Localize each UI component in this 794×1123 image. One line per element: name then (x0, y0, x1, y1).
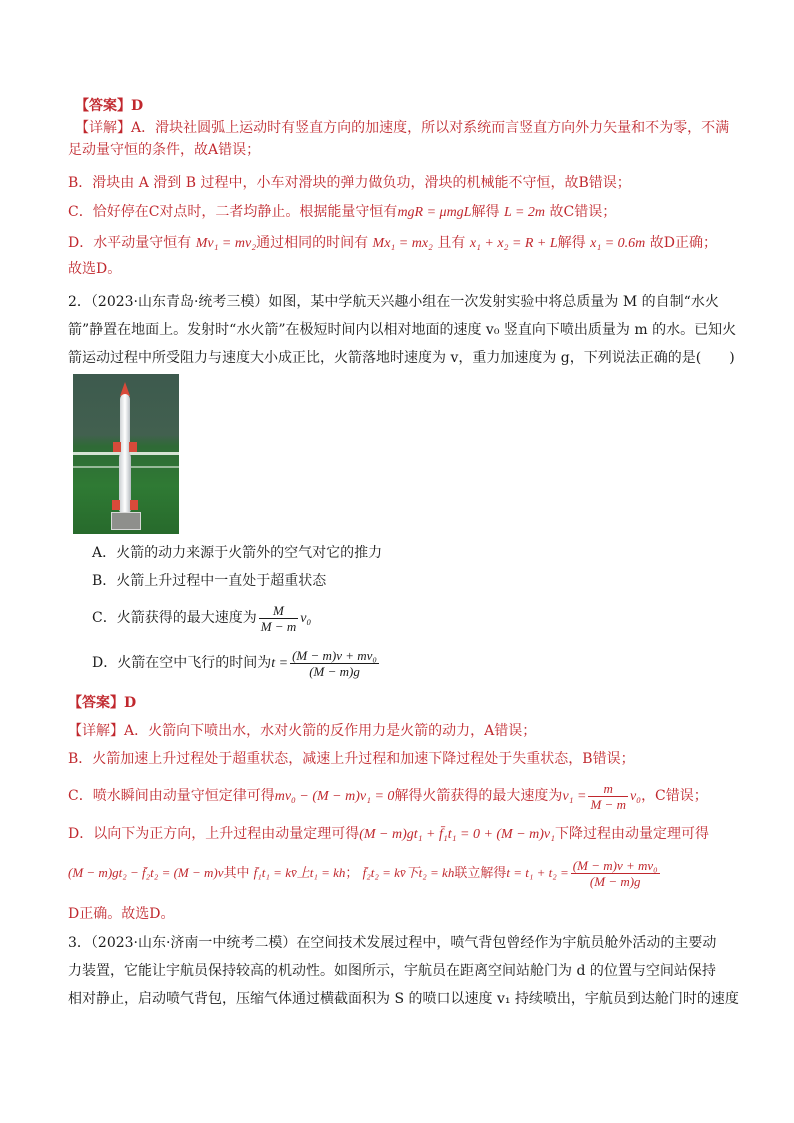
q1-detail-line-1: 【详解】A．滑块社圆弧上运动时有竖直方向的加速度，所以对系统而言竖直方向外力矢量和不为零，不满 (75, 120, 730, 136)
q2-detail-d: D．以向下为正方向，上升过程由动量定理可得(M − m)gt₁ + f̄₁t₁ = 0 + (M − m)v₁下降过程由动量定理可得 (68, 826, 710, 842)
q1-detail-line-2: 足动量守恒的条件，故A错误； (68, 142, 261, 158)
q2-option-a: A．火箭的动力来源于火箭外的空气对它的推力 (92, 545, 383, 561)
q2-detail-c-fraction: $\frac{m}{M - m}$ (590, 780, 626, 812)
q1-option-d-analysis: D．水平动量守恒有 Mv₁ = mv₂通过相同的时间有 Mx₁ = mx₂ 且有 x₁ + x₂ = R + L解得 x₁ = 0.6m 故D正确； (68, 235, 717, 251)
q2-option-c: C．火箭获得的最大速度为 $\frac{M}{M - m}$ v₀ (92, 602, 312, 634)
q2-stem-line-1: 2．（2023·山东青岛·统考三模）如图，某中学航天兴趣小组在一次发射实验中将总质量为 M 的自制“水火 (68, 294, 719, 310)
q2-detail-d-fraction: $\frac{\text{(M − m)v + mv₀}}{(M - m)g}$ (572, 858, 658, 889)
q3-stem-line-2: 力装置，它能让宇航员保持较高的机动性。如图所示，宇航员在距离空间站舱门为 d 的位置与空间站保持 (68, 963, 716, 979)
q3-stem-line-3: 相对静止，启动喷气背包，压缩气体通过横截面积为 S 的喷口以速度 v₁ 持续喷出，宇航员到达舱门时的速度 (68, 991, 739, 1007)
q1-option-c-analysis: C．恰好停在C对点时，二者均静止。根据能量守恒有mgR = μmgL解得 L = 2m 故C错误； (68, 204, 617, 220)
q2-stem-line-3: 箭运动过程中所受阻力与速度大小成正比，火箭落地时速度为 v，重力加速度为 g，下列说法正确的是( ) (68, 350, 735, 366)
q2-option-d: D．火箭在空中飞行的时间为t = $\frac{\text{(M − m)v + mv₀}}{(M - m)g}$ (92, 647, 377, 679)
q1-conclusion: 故选D。 (68, 261, 122, 277)
q1-answer: 【答案】D (75, 98, 144, 114)
q2-detail-d-continued: (M − m)gt₂ − f̄₂t₂ = (M − m)v其中 f̄₁t₁ = kv̄上t₁ = kh； f̄₂t₂ = kv̄下t₂ = kh联立解得t = t₁ + t₂ = $\frac{\text{(M − m)v + mv₀}}{(M - m)g}$ (68, 858, 658, 889)
q2-detail-b: B．火箭加速上升过程处于超重状态，减速上升过程和加速下降过程处于失重状态，B错误； (68, 751, 635, 767)
q2-option-c-fraction: $\frac{M}{M - m}$ (260, 602, 297, 634)
q2-detail-c: C．喷水瞬间由动量守恒定律可得mv₀ − (M − m)v₁ = 0解得火箭获得的最大速度为v₁ = $\frac{m}{M - m}$ v₀，C错误； (68, 780, 708, 812)
water-rocket-photo (73, 374, 179, 534)
q3-stem-line-1: 3．（2023·山东·济南一中统考二模）在空间技术发展过程中，喷气背包曾经作为宇航员舱外活动的主要动 (68, 935, 717, 951)
q2-option-d-fraction: $\frac{\text{(M − m)v + mv₀}}{(M - m)g}$ (292, 647, 377, 679)
q2-answer: 【答案】D (68, 695, 137, 711)
q2-detail-end: D正确。故选D。 (68, 906, 175, 922)
q1-option-b-analysis: B．滑块由 A 滑到 B 过程中，小车对滑块的弹力做负功，滑块的机械能不守恒，故B错误； (68, 175, 631, 191)
q2-stem-line-2: 箭”静置在地面上。发射时“水火箭”在极短时间内以相对地面的速度 v₀ 竖直向下喷出质量为 m 的水。已知火 (68, 322, 737, 338)
q2-option-b: B．火箭上升过程中一直处于超重状态 (92, 573, 327, 589)
q2-detail-a: 【详解】A．火箭向下喷出水，水对火箭的反作用力是火箭的动力，A错误； (68, 723, 537, 739)
